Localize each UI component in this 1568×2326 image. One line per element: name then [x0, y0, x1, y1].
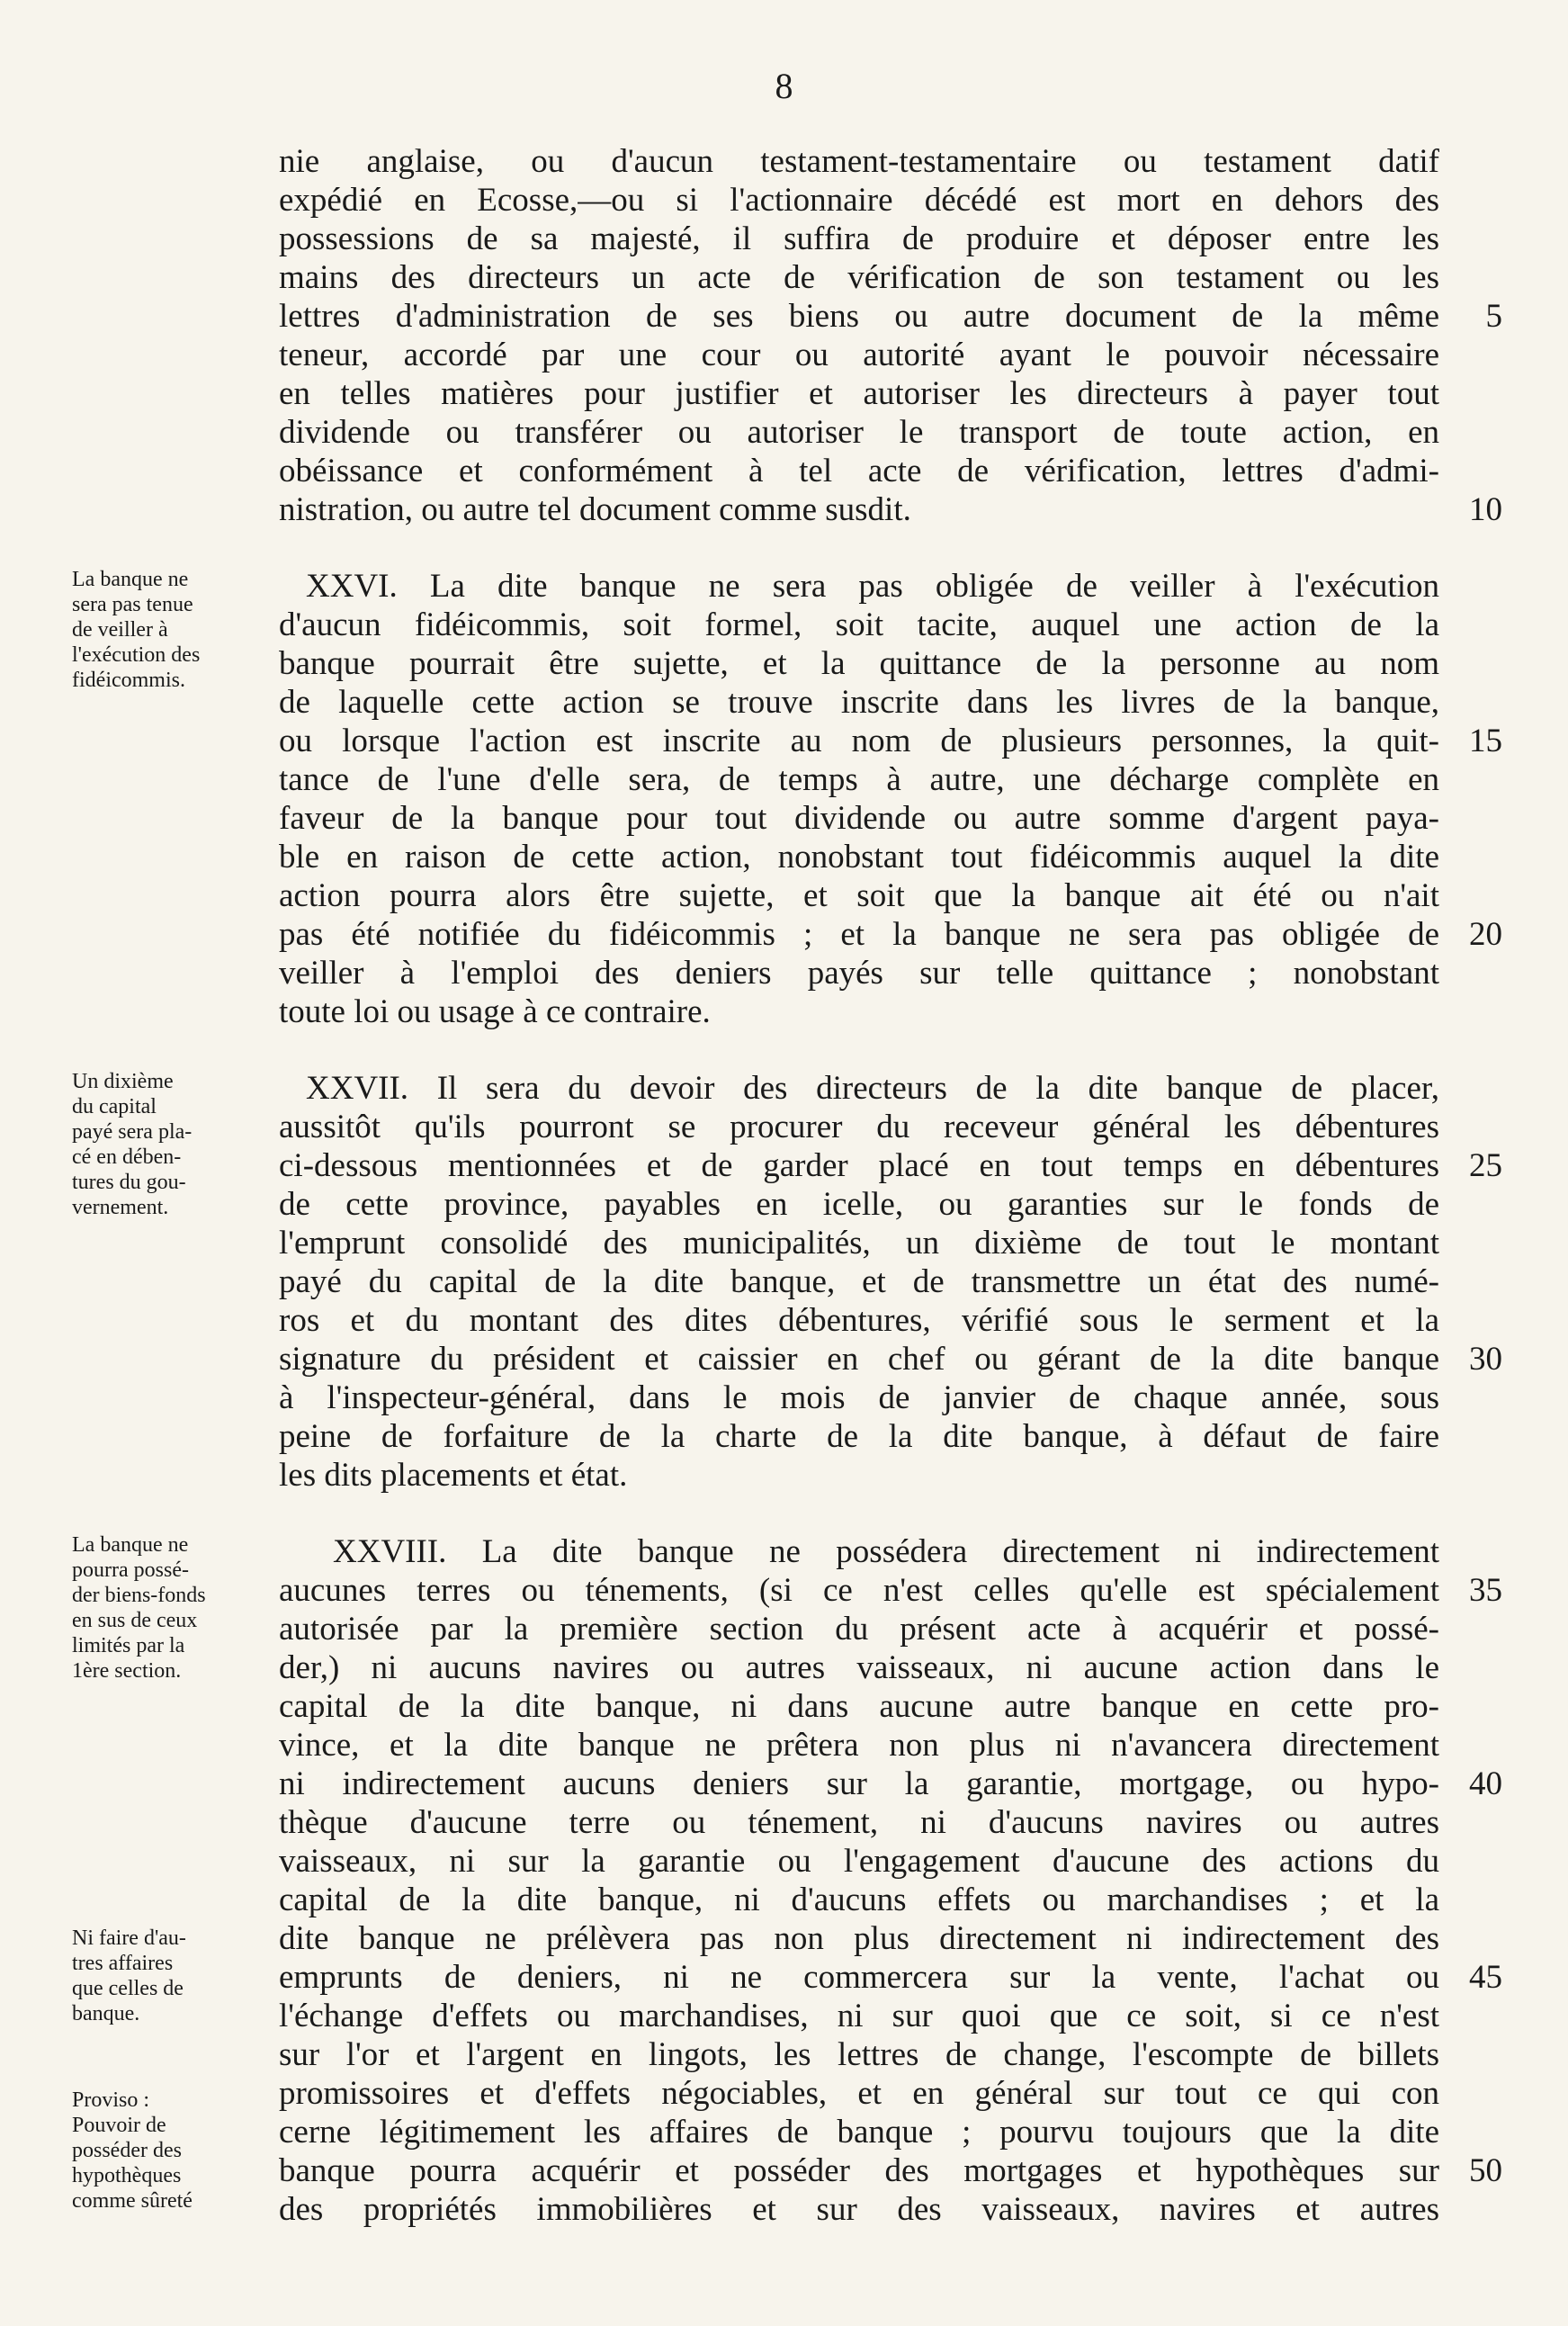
text-line: XXVII. Il sera du devoir des directeurs de la dite banque de placer,: [306, 1070, 1439, 1107]
text-line: capital de la dite banque, ni dans aucune autre banque en cette pro-: [279, 1688, 1439, 1725]
text-line: à l'inspecteur-général, dans le mois de janvier de chaque année, sous: [279, 1379, 1439, 1416]
text-line: obéissance et conformément à tel acte de vérification, lettres d'admi-: [279, 453, 1439, 489]
margin-note-line: cé en dében-: [72, 1145, 182, 1169]
text-line: banque pourrait être sujette, et la quittance de la personne au nom: [279, 645, 1439, 682]
margin-note-line: sera pas tenue: [72, 593, 193, 616]
text-line: l'emprunt consolidé des municipalités, un dixième de tout le montant: [279, 1225, 1439, 1262]
text-line: cerne légitimement les affaires de banque ; pourvu toujours que la dite: [279, 2114, 1439, 2151]
margin-note-line: Un dixième: [72, 1070, 174, 1093]
text-line: toute loi ou usage à ce contraire.: [279, 993, 711, 1030]
line-number: 50: [1469, 2152, 1502, 2189]
margin-note-line: 1ère section.: [72, 1659, 182, 1683]
margin-note-line: Proviso :: [72, 2088, 150, 2112]
margin-note-line: l'exécution des: [72, 643, 201, 667]
text-line: en telles matières pour justifier et autoriser les directeurs à payer tout: [279, 375, 1439, 412]
margin-note-line: en sus de ceux: [72, 1609, 198, 1632]
text-line: veiller à l'emploi des deniers payés sur telle quittance ; nonobstant: [279, 955, 1439, 992]
text-line: capital de la dite banque, ni d'aucuns effets ou marchandises ; et la: [279, 1881, 1439, 1918]
text-line: tance de l'une d'elle sera, de temps à autre, une décharge complète en: [279, 761, 1439, 798]
text-line: autorisée par la première section du présent acte à acquérir et possé-: [279, 1611, 1439, 1648]
text-line: vaisseaux, ni sur la garantie ou l'engagement d'aucune des actions du: [279, 1843, 1439, 1880]
margin-note-line: der biens-fonds: [72, 1584, 206, 1607]
text-line: d'aucun fidéicommis, soit formel, soit tacite, auquel une action de la: [279, 606, 1439, 643]
text-line: pas été notifiée du fidéicommis ; et la banque ne sera pas obligée de: [279, 916, 1439, 953]
text-line: ou lorsque l'action est inscrite au nom de plusieurs personnes, la quit-: [279, 723, 1439, 759]
margin-note-line: Ni faire d'au-: [72, 1926, 186, 1950]
text-line: des propriétés immobilières et sur des vaisseaux, navires et autres: [279, 2191, 1439, 2228]
margin-note-line: fidéicommis.: [72, 669, 185, 692]
margin-note-line: posséder des: [72, 2139, 182, 2162]
margin-note-line: du capital: [72, 1095, 157, 1118]
text-line: aucunes terres ou ténements, (si ce n'est celles qu'elle est spécialement: [279, 1572, 1439, 1609]
margin-note-line: payé sera pla-: [72, 1120, 193, 1144]
margin-note-line: La banque ne: [72, 1533, 189, 1557]
text-line: nie anglaise, ou d'aucun testament-testamentaire ou testament datif: [279, 143, 1439, 180]
page-number: 8: [775, 66, 793, 106]
margin-note-line: tures du gou-: [72, 1171, 186, 1194]
text-line: aussitôt qu'ils pourront se procurer du receveur général les débentures: [279, 1109, 1439, 1145]
margin-note-line: banque.: [72, 2002, 140, 2025]
text-line: sur l'or et l'argent en lingots, les lettres de change, l'escompte de billets: [279, 2036, 1439, 2073]
text-line: ros et du montant des dites débentures, vérifié sous le serment et la: [279, 1302, 1439, 1339]
text-line: les dits placements et état.: [279, 1457, 628, 1494]
margin-note-line: limités par la: [72, 1634, 185, 1657]
margin-note-line: de veiller à: [72, 618, 168, 642]
text-line: payé du capital de la dite banque, et de transmettre un état des numé-: [279, 1263, 1439, 1300]
text-line: de cette province, payables en icelle, ou garanties sur le fonds de: [279, 1186, 1439, 1223]
margin-note-line: tres affaires: [72, 1952, 174, 1975]
line-number: 40: [1469, 1765, 1502, 1802]
margin-note-line: Pouvoir de: [72, 2114, 166, 2137]
line-number: 30: [1469, 1341, 1502, 1378]
text-line: emprunts de deniers, ni ne commercera sur la vente, l'achat ou: [279, 1959, 1439, 1996]
text-line: dividende ou transférer ou autoriser le transport de toute action, en: [279, 414, 1439, 451]
line-number: 35: [1469, 1572, 1502, 1609]
text-line: promissoires et d'effets négociables, et en général sur tout ce qui con: [279, 2075, 1439, 2112]
text-line: banque pourra acquérir et posséder des mortgages et hypothèques sur: [279, 2152, 1439, 2189]
line-number: 20: [1469, 916, 1502, 953]
text-line: ni indirectement aucuns deniers sur la garantie, mortgage, ou hypo-: [279, 1765, 1439, 1802]
text-line: lettres d'administration de ses biens ou autre document de la même: [279, 298, 1439, 335]
text-line: expédié en Ecosse,—ou si l'actionnaire décédé est mort en dehors des: [279, 182, 1439, 219]
text-line: action pourra alors être sujette, et soit que la banque ait été ou n'ait: [279, 877, 1439, 914]
line-number: 5: [1485, 298, 1502, 335]
text-line: signature du président et caissier en chef ou gérant de la dite banque: [279, 1341, 1439, 1378]
text-line: ble en raison de cette action, nonobstant tout fidéicommis auquel la dite: [279, 839, 1439, 876]
line-number: 10: [1469, 491, 1502, 528]
line-number: 15: [1469, 723, 1502, 759]
text-line: der,) ni aucuns navires ou autres vaisseaux, ni aucune action dans le: [279, 1649, 1439, 1686]
line-number: 25: [1469, 1147, 1502, 1184]
text-line: dite banque ne prélèvera pas non plus directement ni indirectement des: [279, 1920, 1439, 1957]
text-line: mains des directeurs un acte de vérification de son testament ou les: [279, 259, 1439, 296]
margin-note-line: hypothèques: [72, 2164, 182, 2187]
text-line: XXVI. La dite banque ne sera pas obligée de veiller à l'exécution: [306, 568, 1439, 605]
text-line: vince, et la dite banque ne prêtera non plus ni n'avancera directement: [279, 1727, 1439, 1764]
text-line: ci-dessous mentionnées et de garder placé en tout temps en débentures: [279, 1147, 1439, 1184]
text-line: nistration, ou autre tel document comme susdit.: [279, 491, 911, 528]
margin-note-line: La banque ne: [72, 568, 189, 591]
margin-note-line: pourra possé-: [72, 1558, 189, 1582]
margin-note-line: comme sûreté: [72, 2189, 193, 2213]
text-line: teneur, accordé par une cour ou autorité ayant le pouvoir nécessaire: [279, 337, 1439, 373]
margin-note-line: vernement.: [72, 1196, 169, 1219]
text-line: peine de forfaiture de la charte de la dite banque, à défaut de faire: [279, 1418, 1439, 1455]
text-line: l'échange d'effets ou marchandises, ni sur quoi que ce soit, si ce n'est: [279, 1998, 1439, 2034]
text-line: faveur de la banque pour tout dividende ou autre somme d'argent paya-: [279, 800, 1439, 837]
text-line: XXVIII. La dite banque ne possédera directement ni indirectement: [333, 1533, 1439, 1570]
text-line: possessions de sa majesté, il suffira de produire et déposer entre les: [279, 220, 1439, 257]
line-number: 45: [1469, 1959, 1502, 1996]
text-line: thèque d'aucune terre ou ténement, ni d'aucuns navires ou autres: [279, 1804, 1439, 1841]
text-line: de laquelle cette action se trouve inscrite dans les livres de la banque,: [279, 684, 1439, 721]
margin-note-line: que celles de: [72, 1977, 184, 2000]
